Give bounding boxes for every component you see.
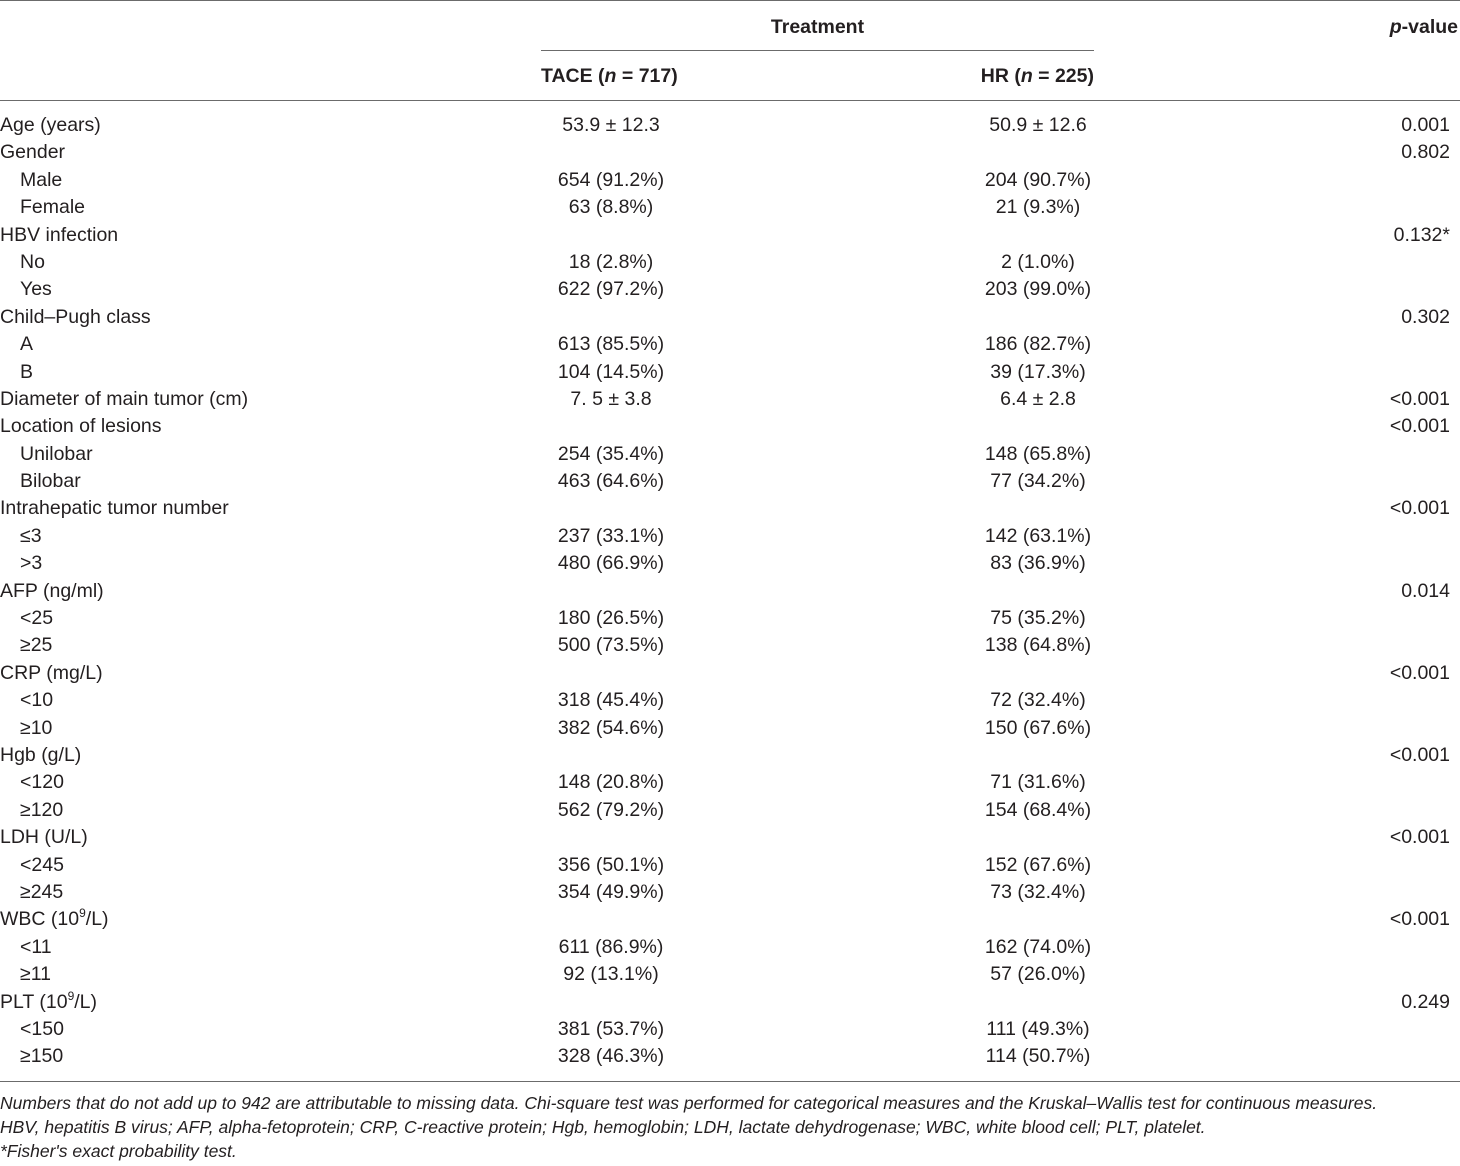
table-row: [0, 961, 1460, 988]
row-label: [20, 769, 64, 796]
tace-cell: 328 (46.3%): [557, 1045, 665, 1068]
row-label-text: <150: [20, 1017, 64, 1040]
table-row: [0, 139, 1460, 166]
p-value-cell: <0.001: [1389, 415, 1450, 438]
row-label: [20, 276, 52, 303]
row-label-text: Male: [20, 168, 63, 191]
row-label-text: ≥25: [20, 634, 53, 657]
p-value-header-text: -value: [1401, 16, 1458, 38]
row-label: [20, 331, 33, 358]
row-label: [0, 413, 162, 440]
hr-cell: 21 (9.3%): [995, 196, 1081, 219]
row-label: [0, 386, 248, 413]
p-value-cell: <0.001: [1389, 497, 1450, 520]
row-label-text: ≥120: [20, 798, 64, 821]
row-label: [0, 222, 118, 249]
row-label-text: B: [20, 360, 34, 383]
row-label-text: Hgb (g/L): [0, 743, 82, 766]
hr-header-n: n: [1020, 65, 1033, 87]
row-label-text: Gender: [0, 141, 66, 164]
hr-cell: 142 (63.1%): [984, 524, 1092, 547]
row-label-text: LDH (U/L): [0, 826, 88, 849]
row-label: [20, 715, 52, 742]
row-label: [20, 632, 52, 659]
row-label: [20, 167, 62, 194]
hr-cell: 148 (65.8%): [984, 442, 1092, 465]
table-row: [0, 879, 1460, 906]
p-value-cell: <0.001: [1389, 661, 1450, 684]
hr-cell: 204 (90.7%): [984, 168, 1092, 191]
table-row: [0, 906, 1460, 933]
row-label-text: <11: [20, 935, 52, 958]
table-bottom-rule: [0, 1081, 1460, 1082]
hr-cell: 73 (32.4%): [990, 880, 1086, 903]
table-row: [0, 441, 1460, 468]
row-label: [20, 359, 33, 386]
row-label-text: >3: [20, 552, 43, 575]
row-label: [20, 523, 42, 550]
hr-cell: 111 (49.3%): [986, 1017, 1090, 1040]
hr-cell: 50.9 ± 12.6: [989, 114, 1087, 136]
hr-cell: 114 (50.7%): [985, 1045, 1091, 1068]
treatment-header: Treatment: [770, 16, 865, 38]
row-label-text: AFP (ng/ml): [0, 579, 104, 602]
p-value-cell: <0.001: [1389, 387, 1450, 410]
table-row: [0, 715, 1460, 742]
p-value-cell: <0.001: [1389, 908, 1450, 931]
table-row: [0, 824, 1460, 851]
hr-cell: 6.4 ± 2.8: [1000, 387, 1076, 410]
table-row: [0, 605, 1460, 632]
table-row: [0, 359, 1460, 386]
tace-cell: 562 (79.2%): [557, 798, 665, 821]
tace-cell: 356 (50.1%): [557, 853, 665, 876]
tace-header-pre: TACE (: [541, 65, 605, 87]
row-label-text: PLT (10: [0, 990, 68, 1013]
table-row: [0, 167, 1460, 194]
hr-cell: 154 (68.4%): [984, 798, 1092, 821]
row-label: [20, 1016, 64, 1043]
table-row: [0, 550, 1460, 577]
table-row: [0, 386, 1460, 413]
tace-cell: 7. 5 ± 3.8: [570, 387, 652, 410]
hr-header-pre: HR (: [980, 65, 1021, 87]
p-value-cell: <0.001: [1389, 743, 1450, 766]
table-row: [0, 276, 1460, 303]
tace-cell: 381 (53.7%): [557, 1017, 665, 1040]
table-row: [0, 222, 1460, 249]
row-label-text: ≥10: [20, 716, 53, 739]
hr-header-post: = 225): [1032, 65, 1094, 87]
row-label: [20, 605, 53, 632]
table-row: [0, 989, 1460, 1016]
hr-cell: 75 (35.2%): [990, 607, 1086, 630]
hr-cell: 203 (99.0%): [984, 278, 1092, 301]
hr-column-header: [981, 64, 1094, 88]
table-row: [0, 632, 1460, 659]
row-label: [20, 249, 45, 276]
table-row: [0, 304, 1460, 331]
p-value-cell: 0.249: [1401, 990, 1450, 1013]
row-label-text: CRP (mg/L): [0, 661, 103, 684]
p-value-cell: 0.001: [1401, 114, 1450, 136]
hr-cell: 150 (67.6%): [984, 716, 1092, 739]
row-label-suffix: /L): [74, 990, 98, 1013]
table-row: [0, 687, 1460, 714]
row-label-text: ≤3: [20, 524, 42, 547]
table-row: [0, 468, 1460, 495]
row-label-text: No: [20, 250, 45, 273]
tace-cell: 500 (73.5%): [557, 634, 665, 657]
row-label-text: ≥245: [20, 880, 64, 903]
tace-cell: 148 (20.8%): [557, 771, 665, 794]
table-row: [0, 934, 1460, 961]
p-value-header-italic: p: [1389, 16, 1402, 38]
row-label: [0, 495, 229, 522]
row-label-text: Female: [20, 196, 86, 219]
header-bottom-rule: [0, 100, 1460, 101]
tace-column-header: [541, 64, 678, 88]
row-label: [0, 112, 101, 139]
hr-cell: 77 (34.2%): [990, 470, 1086, 493]
row-label: [0, 139, 65, 166]
row-label-text: Yes: [20, 278, 52, 301]
row-label-text: HBV infection: [0, 223, 119, 246]
row-label-text: ≥150: [20, 1045, 64, 1068]
row-label-text: Location of lesions: [0, 415, 162, 438]
row-label: [0, 906, 109, 935]
row-label: [0, 660, 103, 687]
tace-cell: 53.9 ± 12.3: [562, 114, 660, 136]
row-label-text: Bilobar: [20, 470, 81, 493]
tace-cell: 611 (86.9%): [558, 935, 664, 958]
tace-cell: 18 (2.8%): [568, 250, 654, 273]
row-label-text: WBC (10: [0, 908, 80, 931]
hr-cell: 83 (36.9%): [990, 552, 1086, 575]
row-label-superscript: 9: [67, 988, 75, 1003]
hr-cell: 162 (74.0%): [984, 935, 1092, 958]
row-label-suffix: /L): [85, 908, 109, 931]
row-label-text: Age (years): [0, 114, 101, 136]
row-label: [20, 687, 53, 714]
hr-cell: 71 (31.6%): [990, 771, 1086, 794]
tace-header-post: = 717): [616, 65, 678, 87]
hr-cell: 2 (1.0%): [1001, 250, 1075, 273]
row-label-superscript: 9: [79, 906, 86, 921]
footnote-missing-data: Numbers that do not add up to 942 are attributable to missing data. Chi-square test was performed for categorical measures and the Kruskal–Wallis test for continuous measures.: [0, 1093, 1378, 1113]
treatment-spanner-rule: [541, 50, 1094, 51]
p-value-cell: 0.132*: [1393, 223, 1450, 246]
hr-cell: 186 (82.7%): [984, 333, 1092, 356]
row-label: [20, 468, 81, 495]
tace-cell: 63 (8.8%): [568, 196, 654, 219]
row-label: [20, 441, 93, 468]
hr-cell: 39 (17.3%): [990, 360, 1086, 383]
table-row: [0, 1043, 1460, 1070]
table-row: [0, 742, 1460, 769]
hr-cell: 57 (26.0%): [990, 963, 1086, 986]
row-label: [0, 742, 81, 769]
table-footnotes: [0, 1091, 1460, 1163]
row-label: [0, 304, 151, 331]
row-label: [0, 578, 104, 605]
tace-cell: 237 (33.1%): [557, 524, 665, 547]
tace-cell: 613 (85.5%): [557, 333, 665, 356]
row-label-text: Intrahepatic tumor number: [0, 497, 229, 520]
tace-cell: 382 (54.6%): [557, 716, 665, 739]
row-label: [20, 961, 51, 988]
row-label-text: Diameter of main tumor (cm): [0, 387, 249, 410]
tace-cell: 318 (45.4%): [557, 689, 665, 712]
row-label-text: Unilobar: [20, 442, 93, 465]
table-row: [0, 660, 1460, 687]
table-row: [0, 769, 1460, 796]
row-label-text: ≥11: [20, 963, 51, 986]
row-label: [20, 934, 52, 961]
hr-cell: 152 (67.6%): [984, 853, 1092, 876]
row-label: [0, 824, 88, 851]
row-label-text: <10: [20, 689, 54, 712]
tace-header-n: n: [604, 65, 617, 87]
footnote-fisher: *Fisher's exact probability test.: [0, 1141, 237, 1161]
table-body: [0, 112, 1460, 1071]
row-label: [20, 1043, 63, 1070]
tace-cell: 254 (35.4%): [557, 442, 665, 465]
row-label-text: <120: [20, 771, 64, 794]
tace-cell: 463 (64.6%): [557, 470, 665, 493]
row-label-text: A: [20, 333, 34, 356]
table-row: [0, 797, 1460, 824]
row-label: [20, 550, 42, 577]
footnote-abbreviations: HBV, hepatitis B virus; AFP, alpha-fetoprotein; CRP, C-reactive protein; Hgb, hemoglobin; LDH, lactate dehydrogenase; WBC, white blood cell; PLT, platelet.: [0, 1117, 1206, 1137]
table-top-rule: [0, 0, 1460, 1]
table-row: [0, 194, 1460, 221]
table-row: [0, 112, 1460, 139]
table-row: [0, 413, 1460, 440]
hr-cell: 72 (32.4%): [990, 689, 1086, 712]
row-label-text: <25: [20, 607, 54, 630]
tace-cell: 622 (97.2%): [557, 278, 665, 301]
row-label: [20, 797, 63, 824]
tace-cell: 354 (49.9%): [557, 880, 665, 903]
tace-cell: 92 (13.1%): [563, 963, 659, 986]
table-row: [0, 523, 1460, 550]
tace-cell: 180 (26.5%): [557, 607, 665, 630]
tace-cell: 480 (66.9%): [557, 552, 665, 575]
table-row: [0, 331, 1460, 358]
tace-cell: 654 (91.2%): [557, 168, 665, 191]
p-value-cell: 0.014: [1401, 579, 1450, 602]
row-label-text: Child–Pugh class: [0, 305, 151, 328]
row-label-text: <245: [20, 853, 64, 876]
table-row: [0, 1016, 1460, 1043]
row-label: [20, 852, 64, 879]
p-value-header: [1390, 15, 1458, 39]
table-row: [0, 852, 1460, 879]
row-label: [20, 879, 63, 906]
tace-cell: 104 (14.5%): [557, 360, 665, 383]
p-value-cell: 0.302: [1401, 305, 1450, 328]
row-label: [0, 989, 97, 1018]
table-row: [0, 578, 1460, 605]
row-label: [20, 194, 85, 221]
table-row: [0, 249, 1460, 276]
hr-cell: 138 (64.8%): [984, 634, 1092, 657]
table-row: [0, 495, 1460, 522]
p-value-cell: <0.001: [1389, 826, 1450, 849]
p-value-cell: 0.802: [1401, 141, 1450, 164]
